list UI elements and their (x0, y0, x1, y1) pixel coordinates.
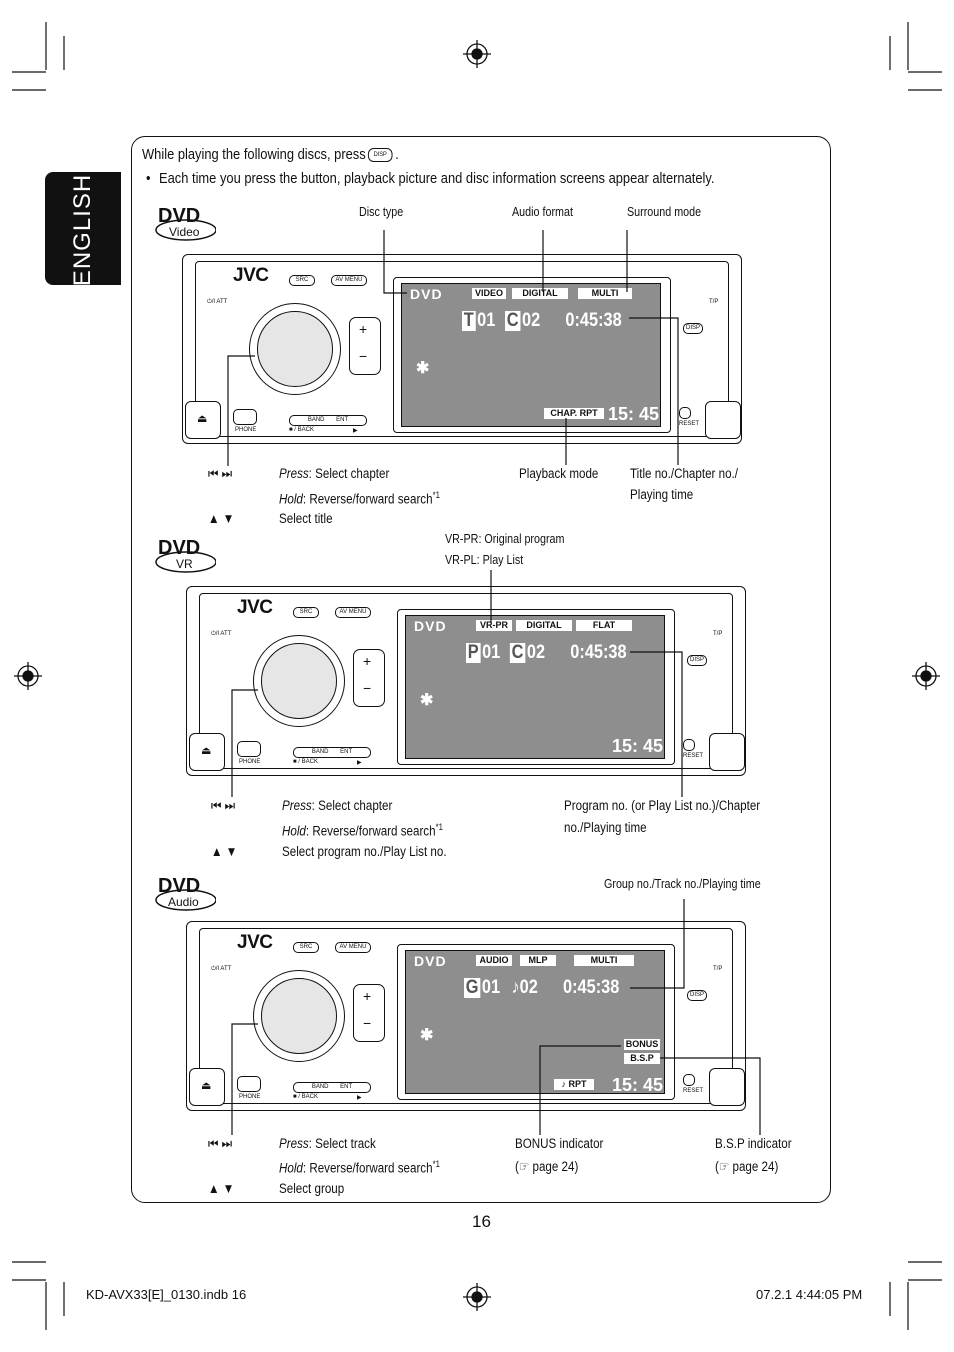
screen-surround-mode: MULTI (578, 288, 632, 299)
bluetooth-icon: ✱ (420, 692, 434, 709)
ent-label: ENT (340, 749, 353, 755)
label-vr-pr: VR-PR: Original program (445, 532, 565, 546)
screen-clock: 15: 45 (608, 404, 660, 424)
svg-text:DVD: DVD (158, 205, 201, 227)
hold-key: Hold (279, 491, 303, 507)
track-note-icon: ♪ (511, 977, 520, 998)
tp-label: T/P (713, 631, 723, 637)
language-label: ENGLISH (69, 173, 96, 287)
intro-line2: Each time you press the button, playback picture and disc information screens appear alternately. (159, 170, 715, 187)
page-number: 16 (472, 1212, 491, 1231)
screen-playback-mode: ♪ RPT (554, 1079, 594, 1090)
skip-buttons-icon: ⏮ ⏭ (208, 1136, 233, 1151)
screen-audio-format: DIGITAL (512, 288, 568, 299)
att-label: ⏻/I ATT (211, 631, 232, 637)
back-label: ■ / BACK (289, 427, 314, 433)
volume-down-icon: − (359, 348, 368, 364)
chapter-number: 02 (521, 310, 541, 331)
screen-clock: 15: 45 (612, 1075, 664, 1095)
program-number: 01 (482, 642, 501, 663)
phone-label: PHONE (239, 759, 261, 765)
logo-sub-label: VR (176, 557, 193, 571)
screen-dvd-label: DVD (414, 618, 447, 634)
chapter-indicator: C (506, 310, 519, 331)
phone-label: PHONE (235, 427, 257, 433)
program-indicator: P (467, 642, 479, 663)
disp-button[interactable]: DISP (687, 990, 707, 1001)
disp-button[interactable]: DISP (683, 323, 703, 334)
brand-logo: JVC (233, 265, 269, 286)
eject-icon: ⏏ (197, 413, 208, 425)
chapter-number: 02 (526, 642, 546, 663)
band-label: BAND (311, 1084, 329, 1090)
label-disc-type: Disc type (359, 205, 404, 219)
back-label: ■ / BACK (293, 1094, 318, 1100)
play-label: ▶ (353, 428, 358, 434)
press-key: Press (282, 798, 312, 813)
skip-buttons-icon: ⏮ ⏭ (208, 466, 233, 481)
group-number: 01 (481, 977, 501, 998)
av-menu-button[interactable]: AV MENU (335, 607, 371, 618)
hold-text: : Reverse/forward search (302, 1160, 433, 1176)
screen-surround-mode: MULTI (574, 955, 634, 966)
screen-bonus-indicator: BONUS (625, 1039, 659, 1049)
ent-label: ENT (336, 417, 349, 423)
updown-caption: Select program no./Play List no. (282, 844, 447, 859)
press-key: Press (279, 466, 309, 481)
group-indicator: G (465, 977, 479, 998)
screen-audio-format: DIGITAL (516, 620, 572, 631)
intro-text: While playing the following discs, press (142, 146, 366, 163)
playing-time: 0:45:38 (570, 642, 627, 663)
att-label: ⏻/I ATT (211, 966, 232, 972)
play-label: ▶ (357, 1095, 362, 1101)
bluetooth-icon: ✱ (420, 1027, 434, 1044)
tp-label: T/P (713, 966, 723, 972)
hold-text: : Reverse/forward search (302, 491, 433, 507)
intro-bullet: • (146, 170, 151, 187)
screen-vr-mode: VR-PR (476, 620, 512, 631)
volume-up-icon: + (363, 653, 372, 669)
track-number: 02 (519, 977, 538, 998)
updown-icon: ▲ ▼ (208, 1181, 235, 1196)
volume-up-icon: + (359, 321, 368, 337)
reset-label: RESET (679, 421, 700, 427)
svg-text:DVD: DVD (158, 875, 201, 897)
brand-logo: JVC (237, 597, 273, 618)
press-text: : Select chapter (311, 798, 393, 813)
bsp-caption-2: (☞ page 24) (715, 1159, 779, 1174)
volume-down-icon: − (363, 1015, 372, 1031)
playing-time: 0:45:38 (563, 977, 620, 998)
screen-dvd-label: DVD (410, 286, 443, 302)
screen-dvd-label: DVD (414, 953, 447, 969)
press-text: : Select chapter (308, 466, 390, 481)
footnote-mark: *1 (432, 490, 440, 500)
label-group-track: Group no./Track no./Playing time (604, 877, 761, 891)
bonus-caption-2: (☞ page 24) (515, 1159, 579, 1174)
press-text: : Select track (308, 1136, 376, 1151)
src-button[interactable]: SRC (293, 942, 319, 953)
title-chapter-caption-1: Title no./Chapter no./ (630, 466, 738, 481)
title-chapter-caption-2: Playing time (630, 487, 694, 502)
src-button[interactable]: SRC (289, 275, 315, 286)
logo-sub-label: Video (169, 225, 200, 239)
screen-bsp-indicator: B.S.P (624, 1053, 660, 1064)
band-label: BAND (307, 417, 325, 423)
footnote-mark: *1 (435, 822, 443, 832)
volume-down-icon: − (363, 680, 372, 696)
press-key: Press (279, 1136, 309, 1151)
hold-text: : Reverse/forward search (305, 823, 436, 839)
screen-clock: 15: 45 (612, 736, 664, 756)
phone-label: PHONE (239, 1094, 261, 1100)
volume-up-icon: + (363, 988, 372, 1004)
screen-disc-type: AUDIO (476, 955, 512, 966)
label-vr-pl: VR-PL: Play List (445, 553, 524, 567)
title-number: 01 (477, 310, 496, 331)
play-label: ▶ (357, 760, 362, 766)
eject-icon: ⏏ (201, 745, 212, 757)
brand-logo: JVC (237, 932, 273, 953)
hold-key: Hold (282, 823, 306, 839)
intro-line1: While playing the following discs, press DISP . (142, 146, 399, 163)
hold-key: Hold (279, 1160, 303, 1176)
bonus-caption-1: BONUS indicator (515, 1136, 604, 1151)
updown-caption: Select title (279, 511, 333, 526)
reset-label: RESET (683, 1088, 704, 1094)
playing-time: 0:45:38 (565, 310, 622, 331)
bluetooth-icon: ✱ (416, 360, 430, 377)
svg-text:DVD: DVD (158, 537, 201, 559)
updown-icon: ▲ ▼ (208, 511, 235, 526)
att-label: ⏻/I ATT (207, 299, 228, 305)
av-menu-button[interactable]: AV MENU (331, 275, 367, 286)
playback-mode-caption: Playback mode (519, 466, 599, 481)
title-indicator: T (463, 310, 474, 331)
updown-caption: Select group (279, 1181, 345, 1196)
ent-label: ENT (340, 1084, 353, 1090)
label-audio-format: Audio format (512, 205, 573, 219)
footer-timestamp: 07.2.1 4:44:05 PM (756, 1287, 863, 1302)
updown-icon: ▲ ▼ (211, 844, 238, 859)
band-label: BAND (311, 749, 329, 755)
label-surround-mode: Surround mode (627, 205, 702, 219)
skip-buttons-icon: ⏮ ⏭ (211, 798, 236, 813)
screen-disc-type: VIDEO (472, 288, 506, 299)
disp-button[interactable]: DISP (687, 655, 707, 666)
screen-audio-format: MLP (520, 955, 556, 966)
program-caption-1: Program no. (or Play List no.)/Chapter (564, 798, 761, 813)
av-menu-button[interactable]: AV MENU (335, 942, 371, 953)
program-caption-2: no./Playing time (564, 820, 647, 835)
src-button[interactable]: SRC (293, 607, 319, 618)
eject-icon: ⏏ (201, 1080, 212, 1092)
chapter-indicator: C (511, 642, 524, 663)
screen-surround-mode: FLAT (576, 620, 632, 631)
disp-button-icon: DISP (368, 148, 393, 162)
bsp-caption-1: B.S.P indicator (715, 1136, 792, 1151)
reset-label: RESET (683, 753, 704, 759)
footer-file: KD-AVX33[E]_0130.indb 16 (86, 1287, 247, 1302)
logo-sub-label: Audio (168, 895, 199, 909)
screen-playback-mode: CHAP. RPT (544, 408, 604, 419)
footnote-mark: *1 (432, 1159, 440, 1169)
back-label: ■ / BACK (293, 759, 318, 765)
tp-label: T/P (709, 299, 719, 305)
